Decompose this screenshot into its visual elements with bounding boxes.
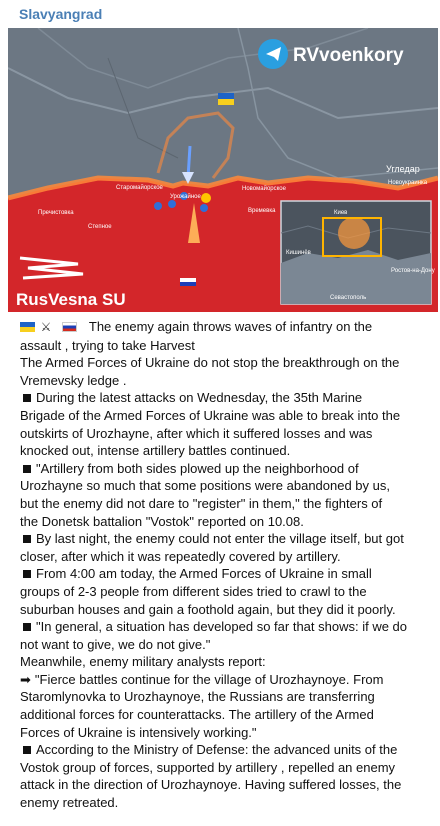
black-square-icon — [23, 570, 31, 578]
text-line: Meanwhile, enemy military analysts report: — [20, 654, 266, 670]
text-line: Vostok group of forces, supported by artillery , repelled an enemy — [20, 759, 396, 775]
map-label-staromaiorske: Старомайорское — [116, 185, 163, 191]
text-line: closer, after which it was repeatedly covered by artillery. — [20, 548, 341, 564]
text-line-content: "Artillery from both sides plowed up the neighborhood of — [36, 460, 359, 476]
map-label-urozhaine: Урожайное — [170, 194, 201, 200]
brand-text: RusVesna SU — [16, 290, 126, 309]
channel-name[interactable]: Slavyangrad — [19, 6, 103, 22]
map-label-ugledar: Угледар — [386, 164, 420, 174]
map-label-kishinev: Кишинёв — [286, 250, 311, 256]
text-line: Brigade of the Armed Forces of Ukraine was able to break into the — [20, 407, 401, 423]
map-label-prechistovka: Пречистовка — [38, 210, 74, 216]
text-line-content: "Fierce battles continue for the village of Urozhaynoye. From — [34, 671, 384, 687]
text-line: attack in the direction of Urozhaynoye. Having suffered losses, the — [20, 777, 402, 793]
map-label-novoukrainka: Новоукраинка — [388, 180, 428, 186]
map-image[interactable] — [8, 28, 438, 312]
text-line: Vremevsky ledge . — [20, 372, 127, 388]
headline-line-1 — [20, 318, 432, 337]
text-line: Forces of Ukraine is intensively working." — [20, 724, 257, 740]
watermark-text: RVvoenkory — [293, 45, 404, 66]
map-label-rostov: Ростов-на-Дону — [391, 268, 435, 274]
black-square-icon — [23, 623, 31, 631]
text-line — [20, 671, 432, 689]
text-line — [20, 618, 432, 636]
text-line-content: From 4:00 am today, the Armed Forces of Ukraine in small — [36, 566, 372, 582]
text-line: suburban houses and gain a foothold again, but they did it poorly. — [20, 601, 396, 617]
ukraine-flag-icon — [20, 322, 35, 332]
text-line-content: According to the Ministry of Defense: the advanced units of the — [36, 742, 398, 758]
text-line-content: "In general, a situation has developed so far that shows: if we do — [36, 619, 408, 635]
text-line: The Armed Forces of Ukraine do not stop the breakthrough on the — [20, 355, 400, 371]
map-label-stepnoe: Степное — [88, 224, 112, 230]
map-label-kiev: Киев — [334, 210, 348, 216]
text-line: enemy retreated. — [20, 795, 119, 811]
text-line-content: By last night, the enemy could not enter the village itself, but got — [36, 531, 404, 547]
headline-text-1: The enemy again throws waves of infantry on the — [88, 319, 373, 334]
black-square-icon — [23, 465, 31, 473]
black-square-icon — [23, 535, 31, 543]
text-line: additional forces for counterattacks. The artillery of the Armed — [20, 707, 374, 723]
map-label-novomaiorske: Новомайорское — [242, 186, 286, 192]
text-line — [20, 741, 432, 759]
right-arrow-icon: ➡ — [20, 671, 31, 687]
headline-line-2: assault , trying to take Harvest — [20, 337, 195, 353]
text-line-content: During the latest attacks on Wednesday, the 35th Marine — [36, 390, 363, 406]
text-line: not want to give, we do not give." — [20, 636, 211, 652]
map-label-vremevka: Времевка — [248, 208, 276, 214]
text-line — [20, 530, 432, 548]
text-line — [20, 460, 432, 478]
text-line — [20, 565, 432, 583]
text-line: outskirts of Urozhayne, after which it suffered losses and was — [20, 425, 373, 441]
black-square-icon — [23, 394, 31, 402]
crossed-swords-icon: ⚔ — [40, 320, 52, 334]
text-line — [20, 389, 432, 407]
text-line: the Donetsk battalion "Vostok" reported on 10.08. — [20, 513, 304, 529]
text-line: Staromlynovka to Urozhaynoye, the Russians are transferring — [20, 689, 375, 705]
map-label-sevastopol: Севастополь — [330, 295, 367, 301]
russia-flag-icon — [62, 322, 77, 332]
post-text — [20, 318, 432, 812]
text-line: knocked out, intense artillery battles continued. — [20, 443, 291, 459]
text-line: Urozhayne so much that some positions were abandoned by us, — [20, 478, 390, 494]
text-line: but the enemy did not dare to "register" in them," the fighters of — [20, 495, 383, 511]
text-line: groups of 2-3 people from different sides tried to crawl to the — [20, 583, 367, 599]
black-square-icon — [23, 746, 31, 754]
